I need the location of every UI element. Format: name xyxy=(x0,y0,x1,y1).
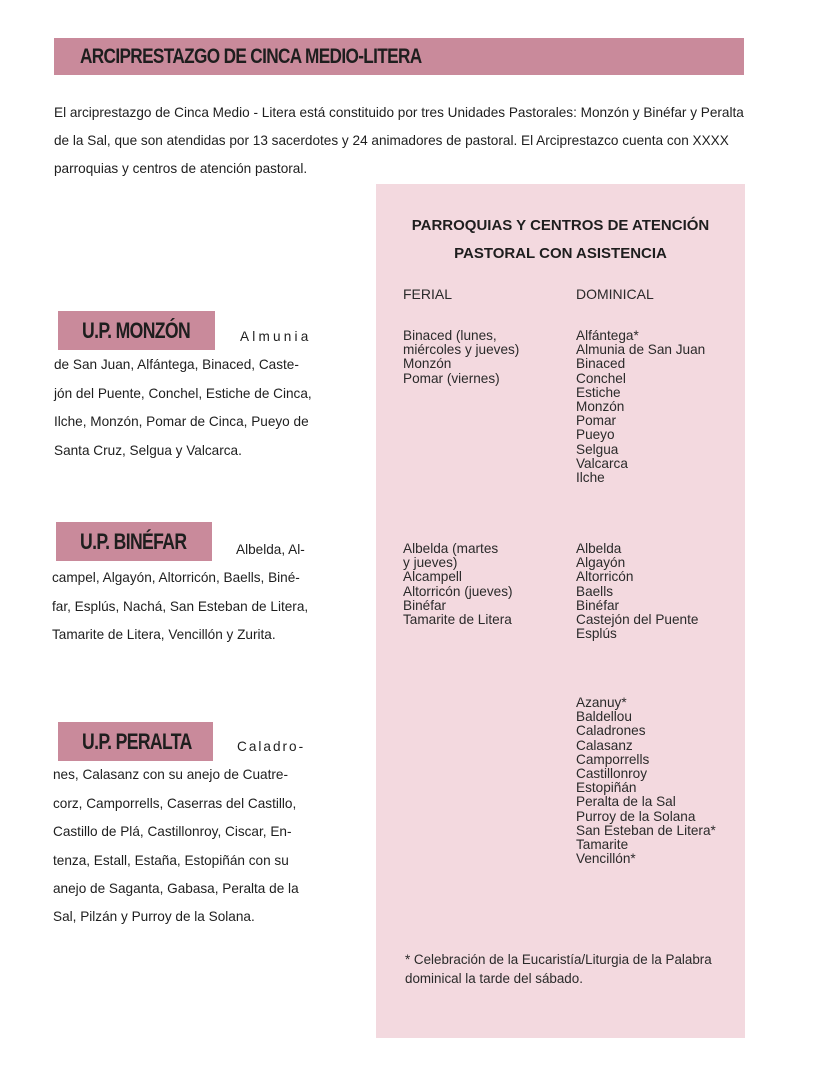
list-item: Baells xyxy=(576,583,614,599)
list-item: San Esteban de Litera* xyxy=(576,822,716,838)
unit-first-word: Albelda, Al- xyxy=(236,542,305,557)
list-item: Purroy de la Solana xyxy=(576,808,696,824)
list-item: Alfántega* xyxy=(576,328,639,343)
list-item: Pomar (viernes) xyxy=(403,370,500,386)
list-item: Altorricón xyxy=(576,569,634,585)
list-item: Monzón xyxy=(576,399,625,415)
list-item: Binéfar xyxy=(576,597,620,613)
page-title: ARCIPRESTAZGO DE CINCA MEDIO-LITERA xyxy=(80,45,422,68)
column-header-ferial: FERIAL xyxy=(403,286,453,302)
intro-paragraph: El arciprestazgo de Cinca Medio - Litera está constituido por tres Unidades Pastorales: Monzón y Binéfar y Peralta de la Sal, que son atendidas por 13 sacerdotes y 24 animadores de pastoral. El Arciprestazco cuenta con XXXX parroquias y centros de atención pastoral. xyxy=(54,105,744,176)
list-item: miércoles y jueves) xyxy=(403,342,520,358)
list-item: y jueves) xyxy=(403,555,458,571)
list-item: Castillonroy xyxy=(576,766,648,782)
unit-line: Sal, Pilzán y Purroy de la Solana. xyxy=(53,909,255,925)
unit-line: Tamarite de Litera, Vencillón y Zurita. xyxy=(52,627,276,643)
list-item: Conchel xyxy=(576,370,626,386)
list-item: Almunia de San Juan xyxy=(576,342,706,358)
unit-first-word: Almunia xyxy=(240,329,312,344)
unit-line: nes, Calasanz con su anejo de Cuatre- xyxy=(53,767,289,783)
unit-label-text: U.P. PERALTA xyxy=(82,729,192,754)
panel-title xyxy=(376,212,745,268)
list-item: Binaced xyxy=(576,356,626,372)
title-bar xyxy=(54,38,744,75)
list-item: Valcarca xyxy=(576,455,628,471)
list-item: Pueyo xyxy=(576,427,615,443)
list-item: Ilche xyxy=(576,470,605,486)
unit-first-word: Caladro- xyxy=(237,739,306,754)
list-item: Esplús xyxy=(576,626,617,642)
unit-line: Santa Cruz, Selgua y Valcarca. xyxy=(54,442,242,458)
list-item: Albelda xyxy=(576,541,622,556)
unit-line: corz, Camporrells, Caserras del Castillo, xyxy=(53,795,297,811)
column-header-dominical: DOMINICAL xyxy=(576,286,654,302)
list-item: Tamarite xyxy=(576,837,629,853)
unit-line: de San Juan, Alfántega, Binaced, Caste- xyxy=(54,357,299,373)
unit-text-binefar xyxy=(52,536,310,650)
binefar-dominical-list xyxy=(576,542,698,641)
unit-line: campel, Algayón, Altorricón, Baells, Biné- xyxy=(52,570,300,586)
list-item: Castejón del Puente xyxy=(576,612,699,628)
unit-line: jón del Puente, Conchel, Estiche de Cinca, xyxy=(54,385,312,401)
unit-line: anejo de Saganta, Gabasa, Peralta de la xyxy=(53,881,299,897)
list-item: Binaced (lunes, xyxy=(403,328,497,343)
list-item: Binéfar xyxy=(403,597,447,613)
footnote: * Celebración de la Eucaristía/Liturgia de la Palabra dominical la tarde del sábado. xyxy=(405,952,712,986)
parishes-panel xyxy=(376,184,745,1038)
list-item: Selgua xyxy=(576,441,619,457)
list-item: Camporrells xyxy=(576,751,650,767)
list-item: Estiche xyxy=(576,384,621,400)
list-item: Azanuy* xyxy=(576,695,627,710)
peralta-dominical-list xyxy=(576,696,716,866)
list-item: Monzón xyxy=(403,356,452,372)
unit-line: Ilche, Monzón, Pomar de Cinca, Pueyo de xyxy=(54,414,309,430)
unit-line: far, Esplús, Nachá, San Esteban de Litera, xyxy=(52,598,309,614)
panel-title-line-1: PARROQUIAS Y CENTROS DE ATENCIÓN xyxy=(411,217,710,234)
unit-label-text: U.P. BINÉFAR xyxy=(80,529,187,554)
panel-title-line-2: PASTORAL CON ASISTENCIA xyxy=(454,245,667,262)
list-item: Albelda (martes xyxy=(403,541,499,556)
list-item: Tamarite de Litera xyxy=(403,612,512,628)
list-item: Alcampell xyxy=(403,569,462,585)
list-item: Altorricón (jueves) xyxy=(403,583,513,599)
unit-text-peralta xyxy=(53,733,311,932)
monzon-dominical-list xyxy=(576,329,705,485)
unit-label-text: U.P. MONZÓN xyxy=(82,318,191,343)
list-item: Caladrones xyxy=(576,723,646,739)
list-item: Algayón xyxy=(576,555,626,571)
list-item: Estopiñán xyxy=(576,780,637,796)
unit-text-monzon xyxy=(54,323,312,465)
unit-line: Castillo de Plá, Castillonroy, Ciscar, En- xyxy=(53,824,292,840)
list-item: Calasanz xyxy=(576,737,633,753)
binefar-ferial-list xyxy=(403,542,513,627)
list-item: Peralta de la Sal xyxy=(576,794,676,810)
unit-line: tenza, Estall, Estaña, Estopiñán con su xyxy=(53,852,289,868)
list-item: Pomar xyxy=(576,413,617,429)
list-item: Vencillón* xyxy=(576,851,636,867)
monzon-ferial-list xyxy=(403,329,519,386)
list-item: Baldellou xyxy=(576,709,632,725)
